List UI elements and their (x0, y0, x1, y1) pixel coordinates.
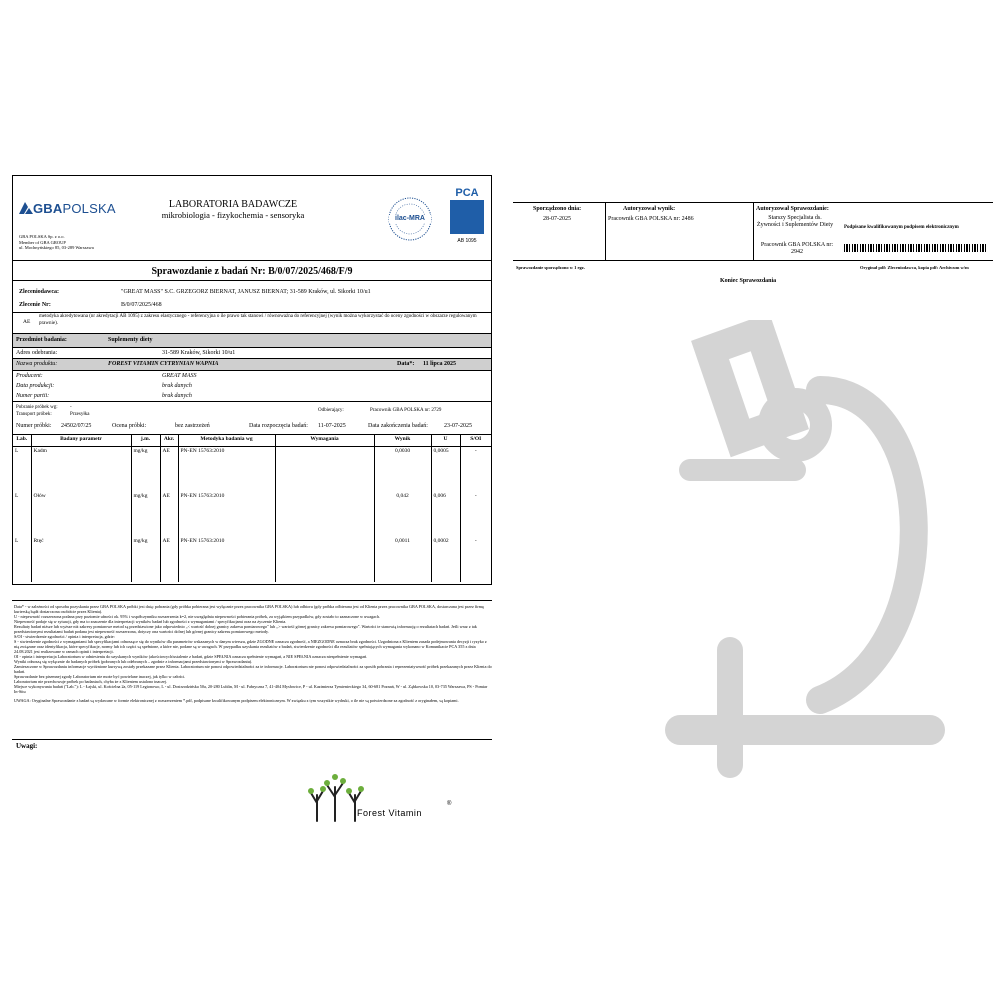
col-header-param: Badany parametr (31, 435, 131, 447)
client-value: "GREAT MASS" S.C. GRZEGORZ BIERNAT, JANUSZ BIERNAT; 31-589 Kraków, ul. Sikorki 10/u1 (121, 289, 371, 295)
col-header-soi: S/OI (460, 435, 491, 447)
receiver-label: Odbierający: (318, 408, 344, 413)
prod-date-label: Data produkcji: (16, 383, 55, 389)
receiver-value: Pracownik GBA POLSKA nr: 2729 (370, 408, 442, 413)
transport-value: Przesyłka (70, 412, 90, 417)
remarks-label: Uwagi: (16, 742, 38, 750)
footnotes-divider (12, 600, 492, 601)
col-header-result: Wynik (374, 435, 431, 447)
brand-name: Forest Vitamin (357, 808, 422, 818)
subject-label: Przedmiot badania: (16, 337, 67, 343)
product-value: FOREST VITAMIN CYTRYNIAN WAPNIA (108, 361, 219, 367)
signed-text: Podpisane kwalifikowanym podpisem elektronicznym (844, 225, 959, 230)
report-page (12, 175, 492, 585)
start-label: Data rozpoczęcia badań: (249, 423, 308, 429)
address-value: 31-589 Kraków, Sikorki 10/u1 (162, 350, 236, 356)
end-value: 23-07-2025 (444, 423, 472, 429)
order-value: B/0/07/2025/468 (121, 302, 162, 308)
signature-block (513, 202, 993, 261)
authorized-report-label: Autoryzował Sprawozdanie: (756, 206, 829, 212)
barcode-icon (844, 244, 986, 252)
sample-no-label: Numer próbki: (16, 423, 52, 429)
transport-label: Transport próbek: (16, 412, 52, 417)
sampling-label: Pobranie próbek wg: (16, 405, 58, 410)
forest-vitamin-logo (305, 765, 465, 825)
col-header-method: Metodyka badania wg (178, 435, 275, 447)
order-label: Zlecenie Nr: (19, 302, 51, 308)
ilac-mra-logo: ilac-MRA (387, 196, 433, 242)
ae-text: metodyka akredytowana (nr akredytacji AB 1095) z zakresu elastycznego - referencyjna o ile prawo tak stanowi / równoważna do referencyjnej (wynik można wykorzystać do oceny zgodności w obszarze regulowanym prawnie). (39, 314, 477, 326)
lab-title-line1: LABORATORIA BADAWCZE (168, 199, 298, 210)
pca-badge-icon (450, 200, 484, 234)
gba-logo-mark-icon (19, 202, 33, 217)
col-header-req: Wymagania (275, 435, 374, 447)
company-address: GBA POLSKA Sp. z o.o. Member of GBA GROUP ul. Mochnyńskiego 85, 03-289 Warszawa (19, 234, 94, 250)
prepared-label: Sporządzono dnia: (533, 206, 582, 212)
col-header-lab: Lab. (13, 435, 31, 447)
col-header-akr: Akr. (160, 435, 178, 447)
original-text: Oryginał pdf: Zleceniodawca, kopia pdf: Archiwum w/m (860, 265, 969, 270)
end-label: Data zakończenia badań: (368, 423, 428, 429)
authorized-result-value: Pracownik GBA POLSKA nr: 2486 (608, 216, 694, 222)
authorized-report-value: Starszy Specjalista ds. Żywności i Suplementów Diety (756, 215, 834, 228)
results-table (13, 435, 491, 582)
sample-no-value: 24502/07/25 (61, 423, 92, 429)
remarks-divider (12, 739, 492, 740)
subject-value: Suplementy diety (108, 337, 153, 343)
table-row: L Ołów mg/kg AE PN-EN 15763:2010 0,042 0,006 - (13, 492, 491, 537)
col-header-unit: j.m. (131, 435, 160, 447)
ae-label: AE (23, 319, 31, 325)
batch-label: Numer partii: (16, 393, 50, 399)
product-label: Nazwa produktu: (16, 361, 58, 367)
table-row: L Kadm mg/kg AE PN-EN 15763:2010 0,0030 0,0005 - (13, 447, 491, 493)
pca-logo: PCA AB 1095 (449, 187, 485, 251)
lab-title-line2: mikrobiologia - fizykochemia - sensoryka (161, 210, 305, 220)
lab-title (133, 199, 333, 221)
col-header-u: U (431, 435, 460, 447)
authorized-result-label: Autoryzował wynik: (623, 206, 676, 212)
footnotes: Data* - w zależności od sposobu pozyskania przez GBA POLSKA próbki jest datą: pobrania (gdy próbka pobierana jest wyłącznie przez pracownika GBA POLSKA) lub odbioru (gdy próbka odbierana jest od Klienta przez pracownika GBA POLSKA, dostarczana jest przez firmę kurierską bądź dostarczona osobiście przez Klienta). U - niepewność rozszerzona podana przy poziomie ufności ok. 95% i współczynniku rozszerzenia k=2, nie uwzględnia niepewności pobierania próbek, za wyjątkiem przypadków, gdy zostało to zaznaczone w uwagach. Niepewność podaje się w sytuacji, gdy ma to znaczenie dla interpretacji wyników badań lub zgodności z wymaganiami / specyfikacjami oraz na życzenie Klienta. Rezultaty badań niższe lub wyższe niż zakresy pomiarowe metod są przedstawione jako odpowiednio „< wartość dolnej granicy zakresu pomiarowego" lub „> wartość górnej granicy zakresu pomiarowego". Wartości te stanowią informację o rezultatach badań. Jeśli wraz z tak przedstawionymi rezultatami badań podana jest niepewność rozszerzona, dotyczy ona wartości dolnej lub górnej granicy zakresu pomiarowego metody. S/OI - stwierdzenie zgodności / opinia i interpretacja, gdzie: S - stwierdzenie zgodności z wymaganiami lub specyfikacjami odnoszące się do wyników dla parametrów wskazanych w danym wierszu, gdzie ZGODNE oznacza zgodność, a NIEZGODNE oznacza brak zgodności. Uzgodniona z Klientem zasada podejmowania decyzji i ryzyko z nią związane oraz identyfikacja, które specyfikacje, normy lub ich części są spełnione, a które nie, podane są w uwagach. W przypadku uzyskania rezultatów z badań, stwierdzenie zgodności dla rezultatów spełniających wymagania wykonano w Komunikacie PCA 355 z dnia 24.08.2021 jest realizowane w ramach opinii i interpretacji. OI - opinia i interpretacja Laboratorium w odniesieniu do uzyskanych wyników (akościowych/ustalenie z badań, gdzie SPEŁNIA oznacza spełnienie wymagań, a NIE SPEŁNIA oznacza niespełnienie wymagań. Wyniki odnoszą się wyłącznie do badanych próbek (pobranych lub odebranych – zgodnie z informacjami przedstawionymi w Sprawozdaniu). Zamieszczone w Sprawozdaniu informacje wyróżnione kursywą zostały przekazane przez Klienta. Laboratorium nie ponosi odpowiedzialności za te informacje. Laboratorium nie ponosi odpowiedzialności za sposób pobrania i reprezentatywność próbek przekazanych przez Klienta do badań. Sprawozdanie bez pisemnej zgody Laboratorium nie może być powielane inaczej, jak tylko w całości. Laboratorium nie przechowuje próbek po badaniach, chyba że z Klientem ustalono inaczej. Miejsce wykonywania badań ("Lab."): L - Łajski, ul. Kościelna 2a, 05-119 Legionowo, L - ul. Dostrzodzińska 50a, 20-280 Lublin, M - ul. Fabryczna 7, 41-404 Mysłowice, P - ul. Kazimierza Tymienieckiego 34, 60-681 Poznań, W - ul. Ząbkowska 10, 03-735 Warszawa, PS - Pomiar In-Situ UWAGA: Oryginalne Sprawozdanie z badań są wydawane w formie elektronicznej z rozszerzeniem *.pdf, podpisane kwalifikowanym podpisem elektronicznym. W związku z tym wszystkie wydruki, o ile nie są potwierdzone za zgodność z oryginałem, są kopiami. (14, 604, 492, 703)
producer-label: Producent: (16, 373, 43, 379)
end-text: Koniec Sprawozdania (720, 278, 777, 284)
assessment-label: Ocena próbki: (112, 423, 147, 429)
prepared-value: 28-07-2025 (543, 216, 571, 222)
producer-value: GREAT MASS (162, 373, 197, 379)
sampling-value: - (70, 405, 72, 410)
prod-date-value: brak danych (162, 383, 192, 389)
table-row: L Rtęć mg/kg AE PN-EN 15763:2010 0,0011 0,0002 - (13, 537, 491, 582)
gba-polska-logo: GBAPOLSKA (19, 201, 116, 217)
address-label: Adres odebrania: (16, 350, 58, 356)
batch-value: brak danych (162, 393, 192, 399)
report-title: Sprawozdanie z badań Nr: B/0/07/2025/468/F/9 (151, 266, 353, 277)
date-label: Data*: (397, 361, 415, 367)
start-value: 11-07-2025 (318, 423, 346, 429)
assessment-value: bez zastrzeżeń (175, 423, 210, 429)
client-label: Zleceniodawca: (19, 289, 59, 295)
date-value: 11 lipca 2025 (423, 361, 457, 367)
table-header-row (13, 435, 491, 447)
brand-reg: ® (447, 801, 452, 807)
authorized-report-value2: Pracownik GBA POLSKA nr: 2942 (760, 242, 834, 255)
copies-text: Sprawozdanie sporządzono w 1 egz. (516, 265, 585, 270)
microscope-watermark-icon (620, 320, 990, 800)
